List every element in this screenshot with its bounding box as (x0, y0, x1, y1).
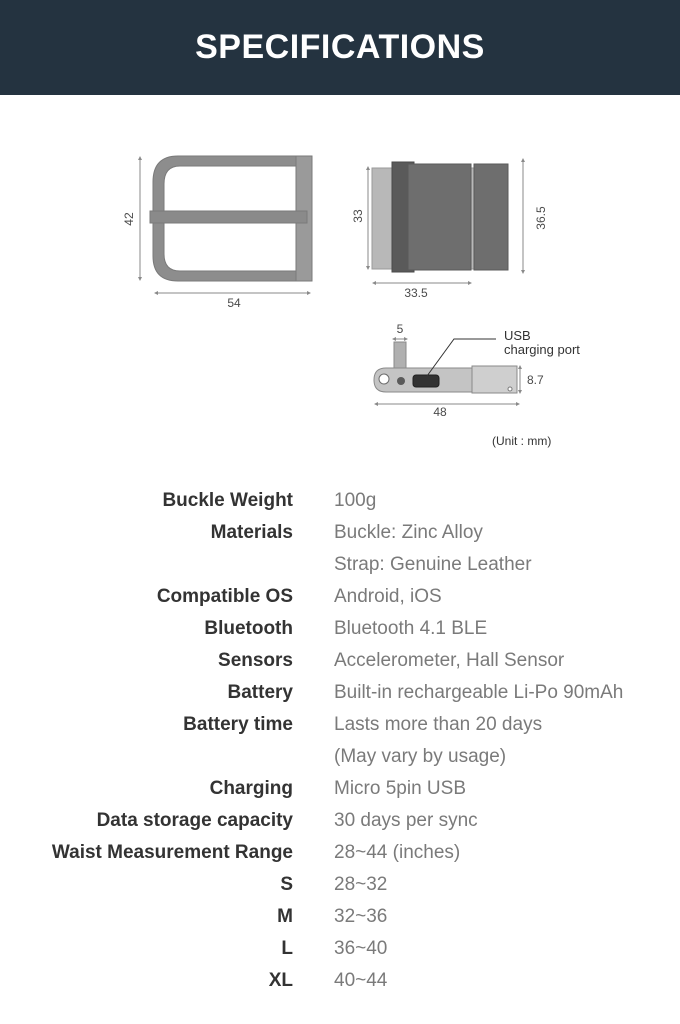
spec-table (0, 485, 680, 997)
spec-value: Lasts more than 20 days (334, 714, 543, 735)
spec-row (0, 581, 680, 613)
spec-label: M (277, 906, 293, 927)
spec-value: Bluetooth 4.1 BLE (334, 618, 488, 639)
bottom-width-label: 5 (396, 322, 404, 336)
spec-label: Bluetooth (204, 618, 293, 639)
spec-row (0, 869, 680, 901)
spec-row (0, 965, 680, 997)
spec-value: Built-in rechargeable Li-Po 90mAh (334, 682, 624, 703)
spec-label: Battery time (183, 714, 293, 735)
spec-value: Strap: Genuine Leather (334, 554, 532, 575)
spec-label: Data storage capacity (96, 810, 293, 831)
spec-value: Buckle: Zinc Alloy (334, 522, 483, 543)
spec-label: Sensors (218, 650, 293, 671)
spec-row (0, 901, 680, 933)
spec-value: 28~32 (334, 874, 388, 895)
spec-value: Accelerometer, Hall Sensor (334, 650, 565, 671)
spec-row (0, 773, 680, 805)
spec-label: Compatible OS (156, 586, 293, 607)
usb-port-label-line2: charging port (504, 342, 580, 357)
spec-row (0, 741, 680, 773)
spec-row (0, 645, 680, 677)
front-height-label: 42 (122, 212, 136, 226)
buckle-side-view (368, 160, 523, 283)
spec-row (0, 805, 680, 837)
spec-label: Buckle Weight (162, 490, 293, 511)
spec-label: Waist Measurement Range (51, 842, 293, 863)
front-width-label: 54 (227, 296, 241, 310)
spec-row (0, 485, 680, 517)
bottom-length-label: 48 (433, 405, 447, 419)
side-inner-height-label: 33 (351, 209, 365, 223)
usb-port-label-line1: USB (504, 328, 531, 343)
buckle-front-view (140, 156, 312, 293)
spec-label: L (281, 938, 293, 959)
spec-value: (May vary by usage) (334, 746, 507, 767)
spec-value: Android, iOS (334, 586, 442, 607)
spec-value: 100g (334, 490, 377, 511)
bottom-thickness-label: 8.7 (527, 373, 544, 387)
page-header (0, 0, 680, 95)
page-title: SPECIFICATIONS (195, 28, 485, 66)
spec-value: 28~44 (inches) (334, 842, 461, 863)
spec-row (0, 549, 680, 581)
spec-row (0, 837, 680, 869)
buckle-bottom-view (374, 339, 520, 404)
side-width-label: 33.5 (404, 286, 428, 300)
spec-label: Battery (227, 682, 293, 703)
spec-label: Charging (209, 778, 293, 799)
spec-label: Materials (210, 522, 293, 543)
side-outer-height-label: 36.5 (534, 206, 548, 230)
spec-value: 40~44 (334, 970, 388, 991)
spec-label: XL (268, 970, 293, 991)
unit-note: (Unit : mm) (492, 434, 552, 448)
spec-value: 30 days per sync (334, 810, 478, 831)
dimension-diagram (0, 95, 680, 465)
spec-row (0, 933, 680, 965)
spec-label: S (280, 874, 293, 895)
spec-row (0, 613, 680, 645)
spec-value: Micro 5pin USB (334, 778, 466, 799)
spec-value: 32~36 (334, 906, 388, 927)
spec-row (0, 517, 680, 549)
spec-row (0, 677, 680, 709)
spec-row (0, 709, 680, 741)
spec-value: 36~40 (334, 938, 388, 959)
